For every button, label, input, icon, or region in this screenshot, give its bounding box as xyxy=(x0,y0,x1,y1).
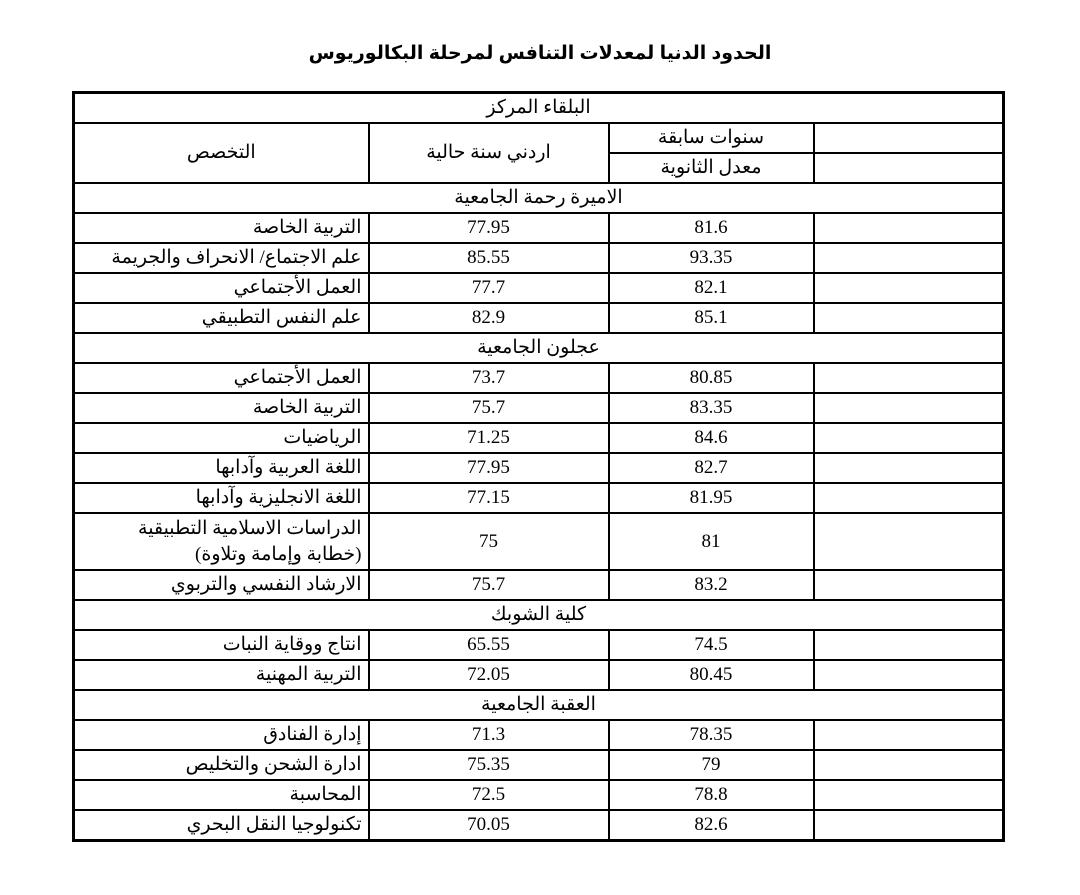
header-previous-years-sub: معدل الثانوية xyxy=(609,153,814,183)
table-row xyxy=(74,570,1004,600)
cell-major: الرياضيات xyxy=(74,423,369,453)
cell-blank xyxy=(814,720,1004,750)
cell-current-average: 75.7 xyxy=(369,393,609,423)
page-title: الحدود الدنيا لمعدلات التنافس لمرحلة البكالوريوس xyxy=(308,43,772,64)
cell-blank xyxy=(814,453,1004,483)
table-row xyxy=(74,660,1004,690)
table-row xyxy=(74,720,1004,750)
cell-current-average: 75.7 xyxy=(369,570,609,600)
grades-table xyxy=(72,91,1005,842)
cell-previous-average: 80.85 xyxy=(609,363,814,393)
cell-previous-average: 81.95 xyxy=(609,483,814,513)
cell-previous-average: 81 xyxy=(609,513,814,570)
cell-previous-average: 93.35 xyxy=(609,243,814,273)
cell-current-average: 73.7 xyxy=(369,363,609,393)
cell-previous-average: 74.5 xyxy=(609,630,814,660)
cell-previous-average: 79 xyxy=(609,750,814,780)
cell-major: تكنولوجيا النقل البحري xyxy=(74,810,369,841)
cell-major: المحاسبة xyxy=(74,780,369,810)
cell-current-average: 71.25 xyxy=(369,423,609,453)
cell-major: اللغة الانجليزية وآدابها xyxy=(74,483,369,513)
cell-blank xyxy=(814,570,1004,600)
cell-major: علم النفس التطبيقي xyxy=(74,303,369,333)
cell-previous-average: 82.6 xyxy=(609,810,814,841)
header-blank-top xyxy=(814,123,1004,153)
cell-blank xyxy=(814,810,1004,841)
cell-blank xyxy=(814,780,1004,810)
table-row xyxy=(74,393,1004,423)
cell-previous-average: 84.6 xyxy=(609,423,814,453)
cell-current-average: 77.15 xyxy=(369,483,609,513)
section-banner-row xyxy=(74,183,1004,213)
table-row xyxy=(74,303,1004,333)
table-row xyxy=(74,780,1004,810)
cell-current-average: 72.5 xyxy=(369,780,609,810)
cell-major: الدراسات الاسلامية التطبيقية (خطابة وإمامة وتلاوة) xyxy=(74,513,369,570)
section-name: الاميرة رحمة الجامعية xyxy=(74,183,1004,213)
cell-previous-average: 80.45 xyxy=(609,660,814,690)
cell-previous-average: 85.1 xyxy=(609,303,814,333)
table-row xyxy=(74,273,1004,303)
cell-blank xyxy=(814,303,1004,333)
table-row xyxy=(74,630,1004,660)
cell-major: إدارة الفنادق xyxy=(74,720,369,750)
header-major: التخصص xyxy=(74,123,369,183)
header-previous-years-group: سنوات سابقة xyxy=(609,123,814,153)
cell-current-average: 77.7 xyxy=(369,273,609,303)
cell-blank xyxy=(814,393,1004,423)
cell-current-average: 65.55 xyxy=(369,630,609,660)
cell-blank xyxy=(814,513,1004,570)
table-row xyxy=(74,453,1004,483)
section-banner-row xyxy=(74,690,1004,720)
cell-major: العمل الأجتماعي xyxy=(74,363,369,393)
cell-major: علم الاجتماع/ الانحراف والجريمة xyxy=(74,243,369,273)
cell-major: العمل الأجتماعي xyxy=(74,273,369,303)
table-row xyxy=(74,810,1004,841)
cell-blank xyxy=(814,630,1004,660)
cell-current-average: 70.05 xyxy=(369,810,609,841)
table-row xyxy=(74,213,1004,243)
table-row xyxy=(74,363,1004,393)
header-blank-bottom xyxy=(814,153,1004,183)
cell-current-average: 77.95 xyxy=(369,453,609,483)
cell-blank xyxy=(814,660,1004,690)
table-row xyxy=(74,483,1004,513)
cell-blank xyxy=(814,423,1004,453)
cell-current-average: 82.9 xyxy=(369,303,609,333)
cell-blank xyxy=(814,483,1004,513)
section-banner-row xyxy=(74,333,1004,363)
cell-previous-average: 78.35 xyxy=(609,720,814,750)
cell-current-average: 75.35 xyxy=(369,750,609,780)
table-row xyxy=(74,423,1004,453)
cell-blank xyxy=(814,243,1004,273)
cell-blank xyxy=(814,750,1004,780)
section-name: العقبة الجامعية xyxy=(74,690,1004,720)
cell-major: التربية الخاصة xyxy=(74,393,369,423)
center-banner-label: البلقاء المركز xyxy=(74,93,1004,124)
table-row xyxy=(74,750,1004,780)
cell-previous-average: 81.6 xyxy=(609,213,814,243)
cell-current-average: 72.05 xyxy=(369,660,609,690)
table-row xyxy=(74,513,1004,570)
header-current-year: اردني سنة حالية xyxy=(369,123,609,183)
cell-previous-average: 82.1 xyxy=(609,273,814,303)
cell-current-average: 85.55 xyxy=(369,243,609,273)
cell-previous-average: 82.7 xyxy=(609,453,814,483)
cell-current-average: 77.95 xyxy=(369,213,609,243)
cell-major: ادارة الشحن والتخليص xyxy=(74,750,369,780)
section-name: كلية الشوبك xyxy=(74,600,1004,630)
cell-previous-average: 83.2 xyxy=(609,570,814,600)
cell-current-average: 75 xyxy=(369,513,609,570)
cell-blank xyxy=(814,273,1004,303)
section-banner-row xyxy=(74,600,1004,630)
cell-major: الارشاد النفسي والتربوي xyxy=(74,570,369,600)
cell-major: اللغة العربية وآدابها xyxy=(74,453,369,483)
cell-blank xyxy=(814,213,1004,243)
cell-previous-average: 78.8 xyxy=(609,780,814,810)
table-row xyxy=(74,243,1004,273)
cell-current-average: 71.3 xyxy=(369,720,609,750)
table-header-top-row xyxy=(74,123,1004,153)
cell-major: انتاج ووقاية النبات xyxy=(74,630,369,660)
section-name: عجلون الجامعية xyxy=(74,333,1004,363)
cell-previous-average: 83.35 xyxy=(609,393,814,423)
cell-major: التربية المهنية xyxy=(74,660,369,690)
grades-table-body xyxy=(74,93,1004,841)
cell-blank xyxy=(814,363,1004,393)
grades-table-wrapper xyxy=(75,91,1005,842)
center-banner-row xyxy=(74,93,1004,124)
cell-major: التربية الخاصة xyxy=(74,213,369,243)
